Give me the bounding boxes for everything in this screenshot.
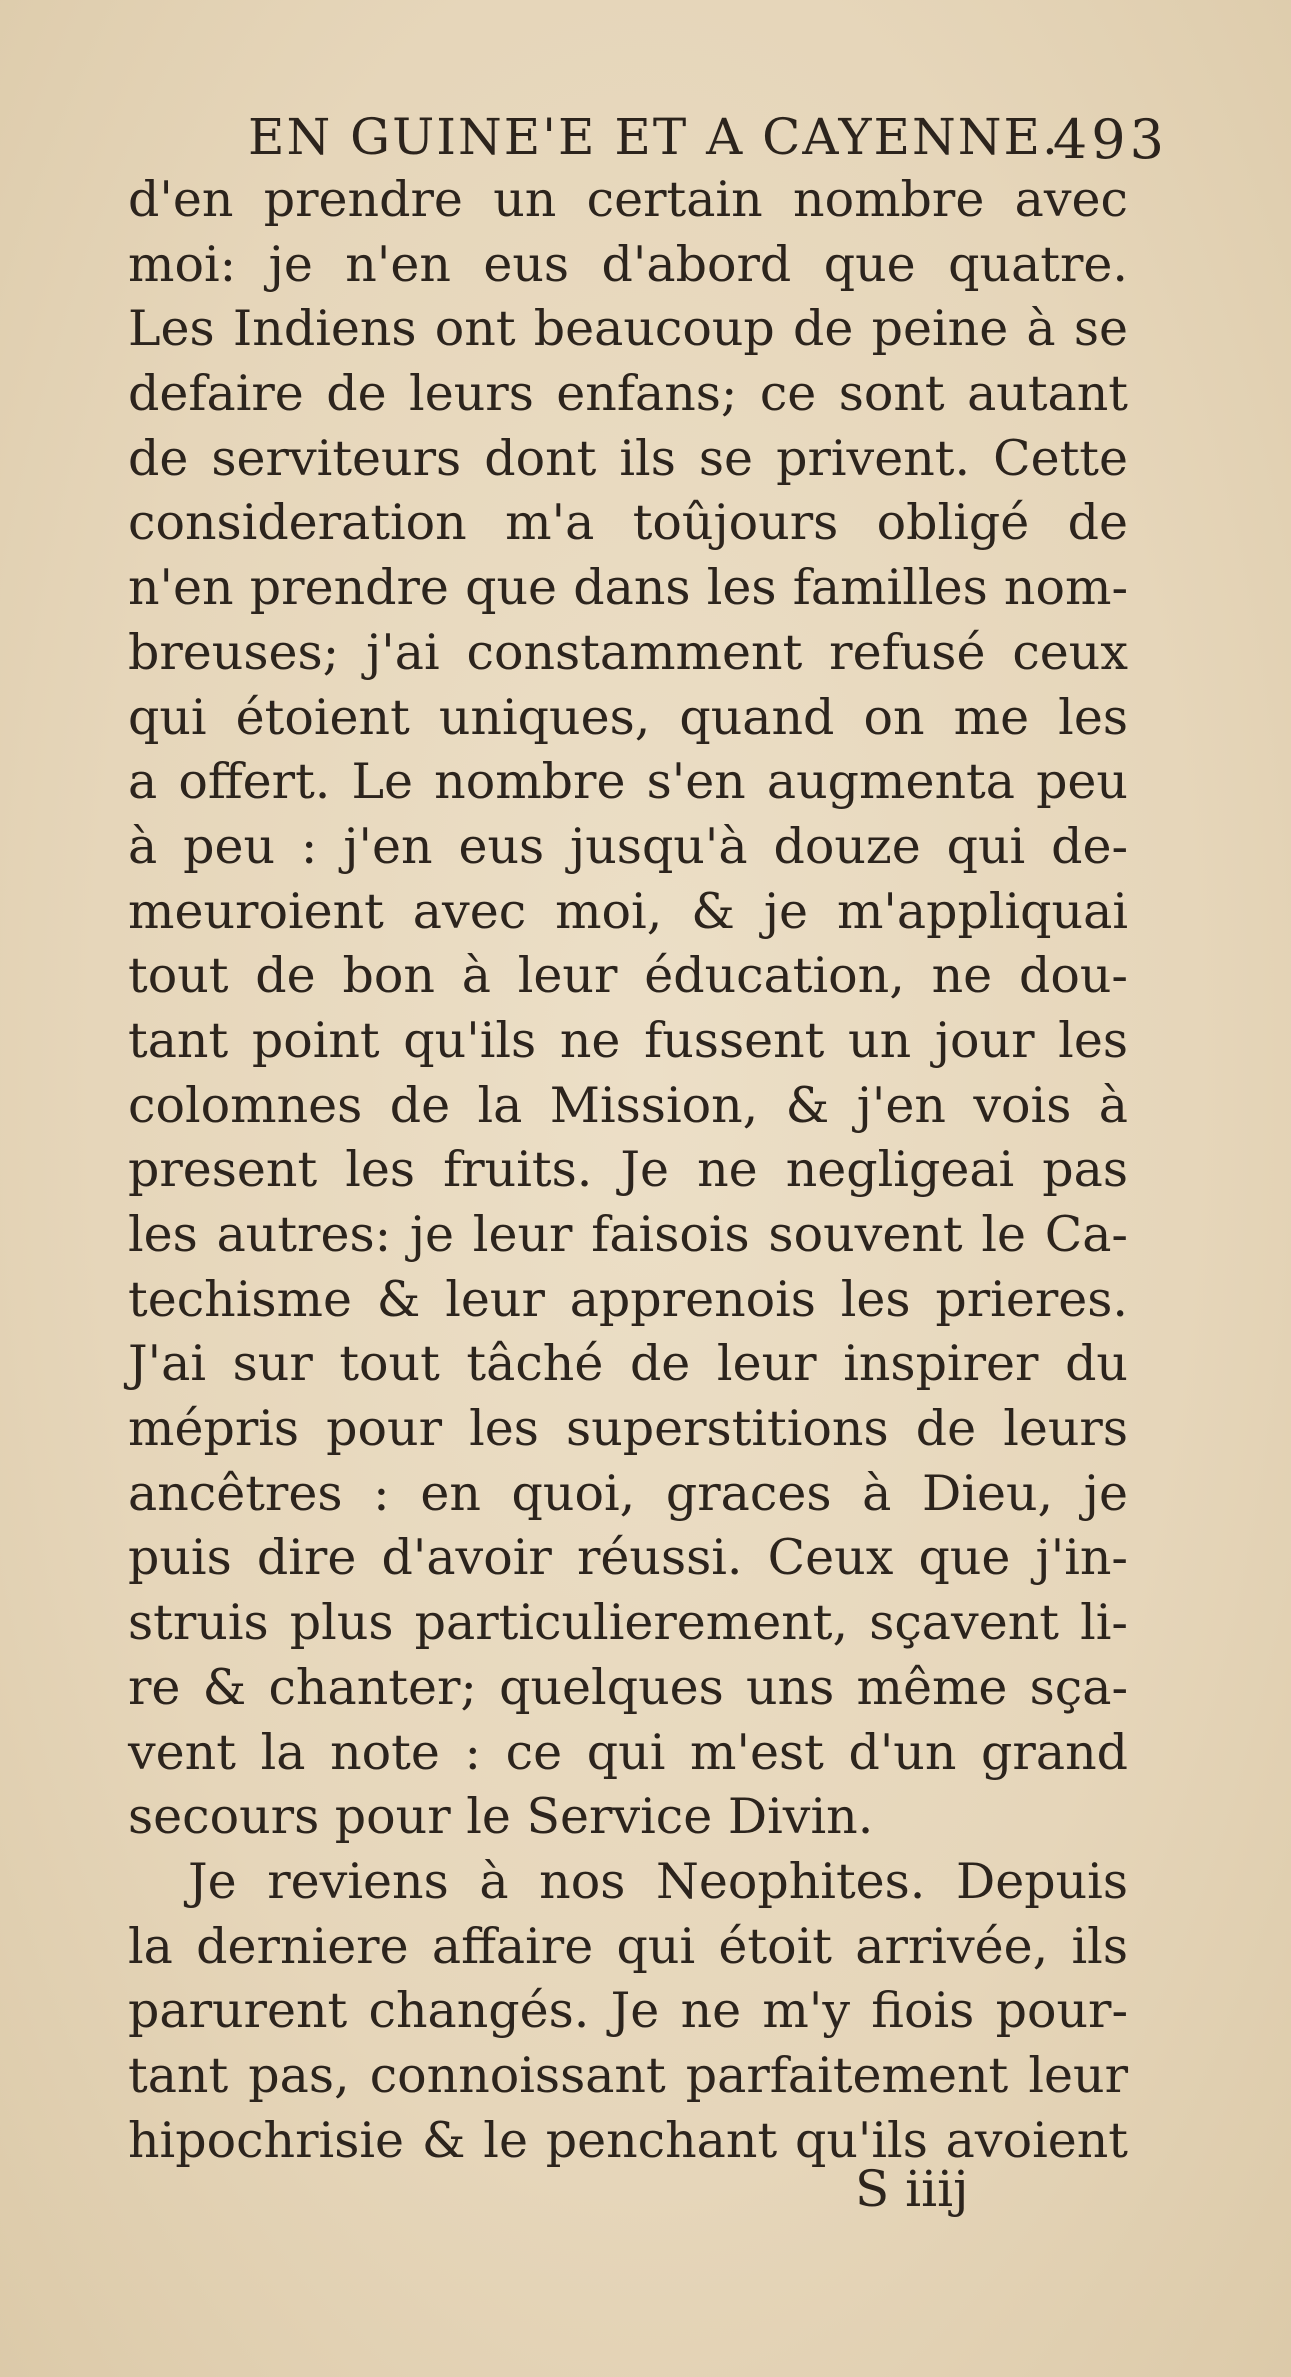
- text-line: les autres: je leur faisois souvent le Ca-: [128, 1206, 1128, 1263]
- page-number: 493: [1052, 108, 1168, 171]
- text-line: tant pas, connoissant parfaitement leur: [128, 2046, 1128, 2104]
- text-line: consideration m'a toûjours obligé de: [128, 494, 1128, 552]
- text-line: ancêtres : en quoi, graces à Dieu, je: [128, 1464, 1128, 1522]
- text-line: mépris pour les superstitions de leurs: [128, 1400, 1128, 1458]
- text-line: d'en prendre un certain nombre avec: [128, 171, 1128, 228]
- text-line: present les fruits. Je ne negligeai pas: [128, 1141, 1128, 1199]
- text-line: vent la note : ce qui m'est d'un grand: [128, 1723, 1128, 1781]
- text-line: qui étoient uniques, quand on me les: [128, 688, 1128, 746]
- text-line: la derniere affaire qui étoit arrivée, ils: [128, 1917, 1128, 1975]
- body-text: [128, 168, 1128, 2173]
- signature-mark: S iiij: [855, 2160, 969, 2218]
- text-line: re & chanter; quelques uns même sça-: [128, 1658, 1128, 1716]
- text-line: tout de bon à leur éducation, ne dou-: [128, 947, 1128, 1005]
- text-line: colomnes de la Mission, & j'en vois à: [128, 1076, 1128, 1134]
- text-line: struis plus particulierement, sçavent li-: [128, 1594, 1128, 1652]
- text-line: parurent changés. Je ne m'y fiois pour-: [128, 1982, 1128, 2040]
- paragraph-start-line: Je reviens à nos Neophites. Depuis: [188, 1852, 1128, 1910]
- text-line: J'ai sur tout tâché de leur inspirer du: [128, 1335, 1128, 1393]
- text-line: Les Indiens ont beaucoup de peine à se: [128, 300, 1128, 358]
- text-line: techisme & leur apprenois les prieres.: [128, 1270, 1128, 1328]
- text-line: secours pour le Service Divin.: [128, 1788, 874, 1846]
- text-line: puis dire d'avoir réussi. Ceux que j'in-: [128, 1529, 1128, 1587]
- text-line: tant point qu'ils ne fussent un jour les: [128, 1011, 1128, 1069]
- text-line: de serviteurs dont ils se privent. Cette: [128, 429, 1128, 487]
- text-line: à peu : j'en eus jusqu'à douze qui de-: [128, 817, 1128, 875]
- text-line: moi: je n'en eus d'abord que quatre.: [128, 235, 1128, 293]
- running-title: EN GUINE'E ET A CAYENNE.: [248, 108, 1060, 166]
- text-line: breuses; j'ai constamment refusé ceux: [128, 623, 1128, 681]
- text-line: a offert. Le nombre s'en augmenta peu: [128, 753, 1128, 811]
- text-line: defaire de leurs enfans; ce sont autant: [128, 365, 1128, 423]
- text-line: n'en prendre que dans les familles nom-: [128, 559, 1128, 617]
- text-line: hipochrisie & le penchant qu'ils avoient: [128, 2111, 1128, 2169]
- text-line: meuroient avec moi, & je m'appliquai: [128, 882, 1128, 940]
